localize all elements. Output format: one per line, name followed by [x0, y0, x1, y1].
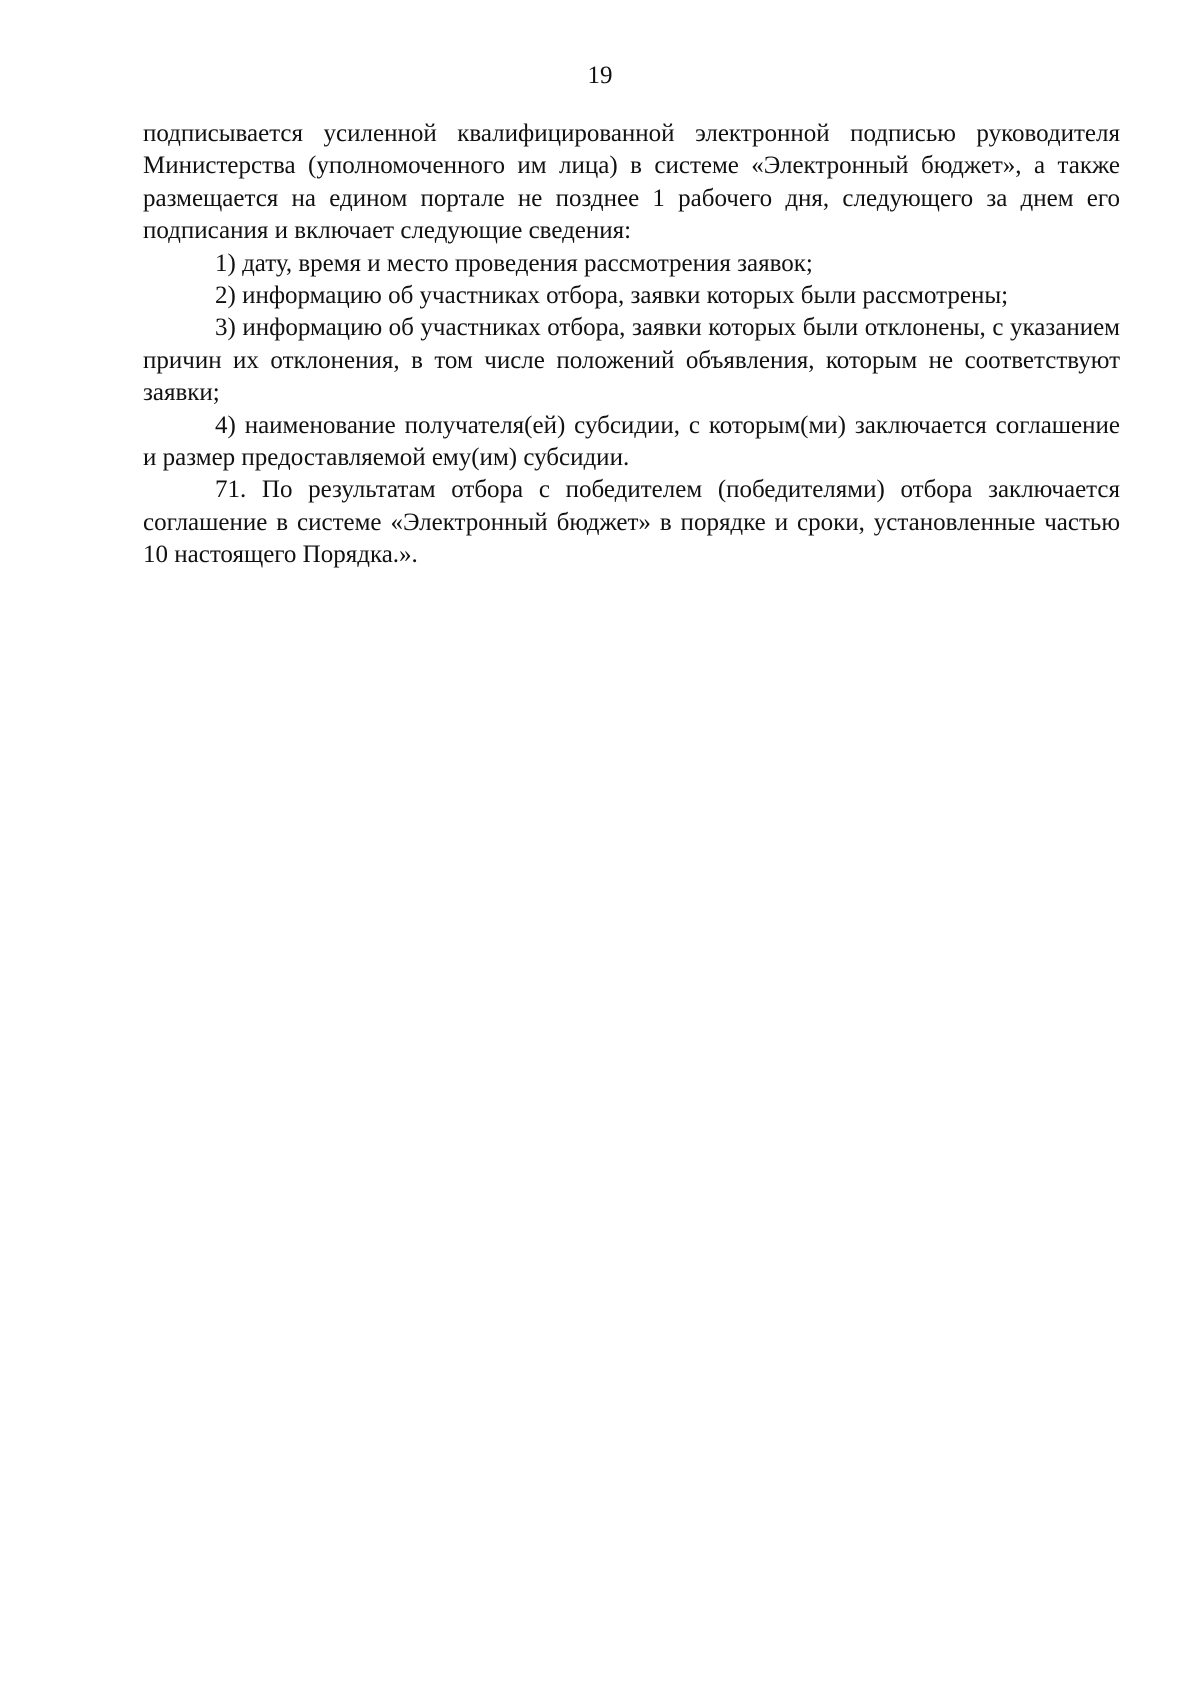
page-number: 19 [587, 62, 613, 89]
document-body [143, 118, 1120, 572]
paragraph-intro: подписывается усиленной квалифицированной электронной подписью руководителя Министерства (уполномоченного им лица) в системе «Электронный бюджет», а также размещается на едином портале не позднее 1 рабочего дня, следующего за днем его подписания и включает следующие сведения: [143, 120, 1120, 245]
clause-71: 71. По результатам отбора с победителем (победителями) отбора заключается соглашение в системе «Электронный бюджет» в порядке и сроки, установленные частью 10 настоящего Порядка.». [143, 476, 1120, 569]
list-item-3: 3) информацию об участниках отбора, заявки которых были отклонены, с указанием причин их отклонения, в том числе положений объявления, которым не соответствуют заявки; [143, 314, 1120, 407]
list-item-4: 4) наименование получателя(ей) субсидии, с которым(ми) заключается соглашение и размер предоставляемой ему(им) субсидии. [143, 411, 1120, 472]
list-item-2: 2) информацию об участниках отбора, заявки которых были рассмотрены; [215, 282, 1009, 310]
list-item-1: 1) дату, время и место проведения рассмотрения заявок; [215, 249, 813, 277]
